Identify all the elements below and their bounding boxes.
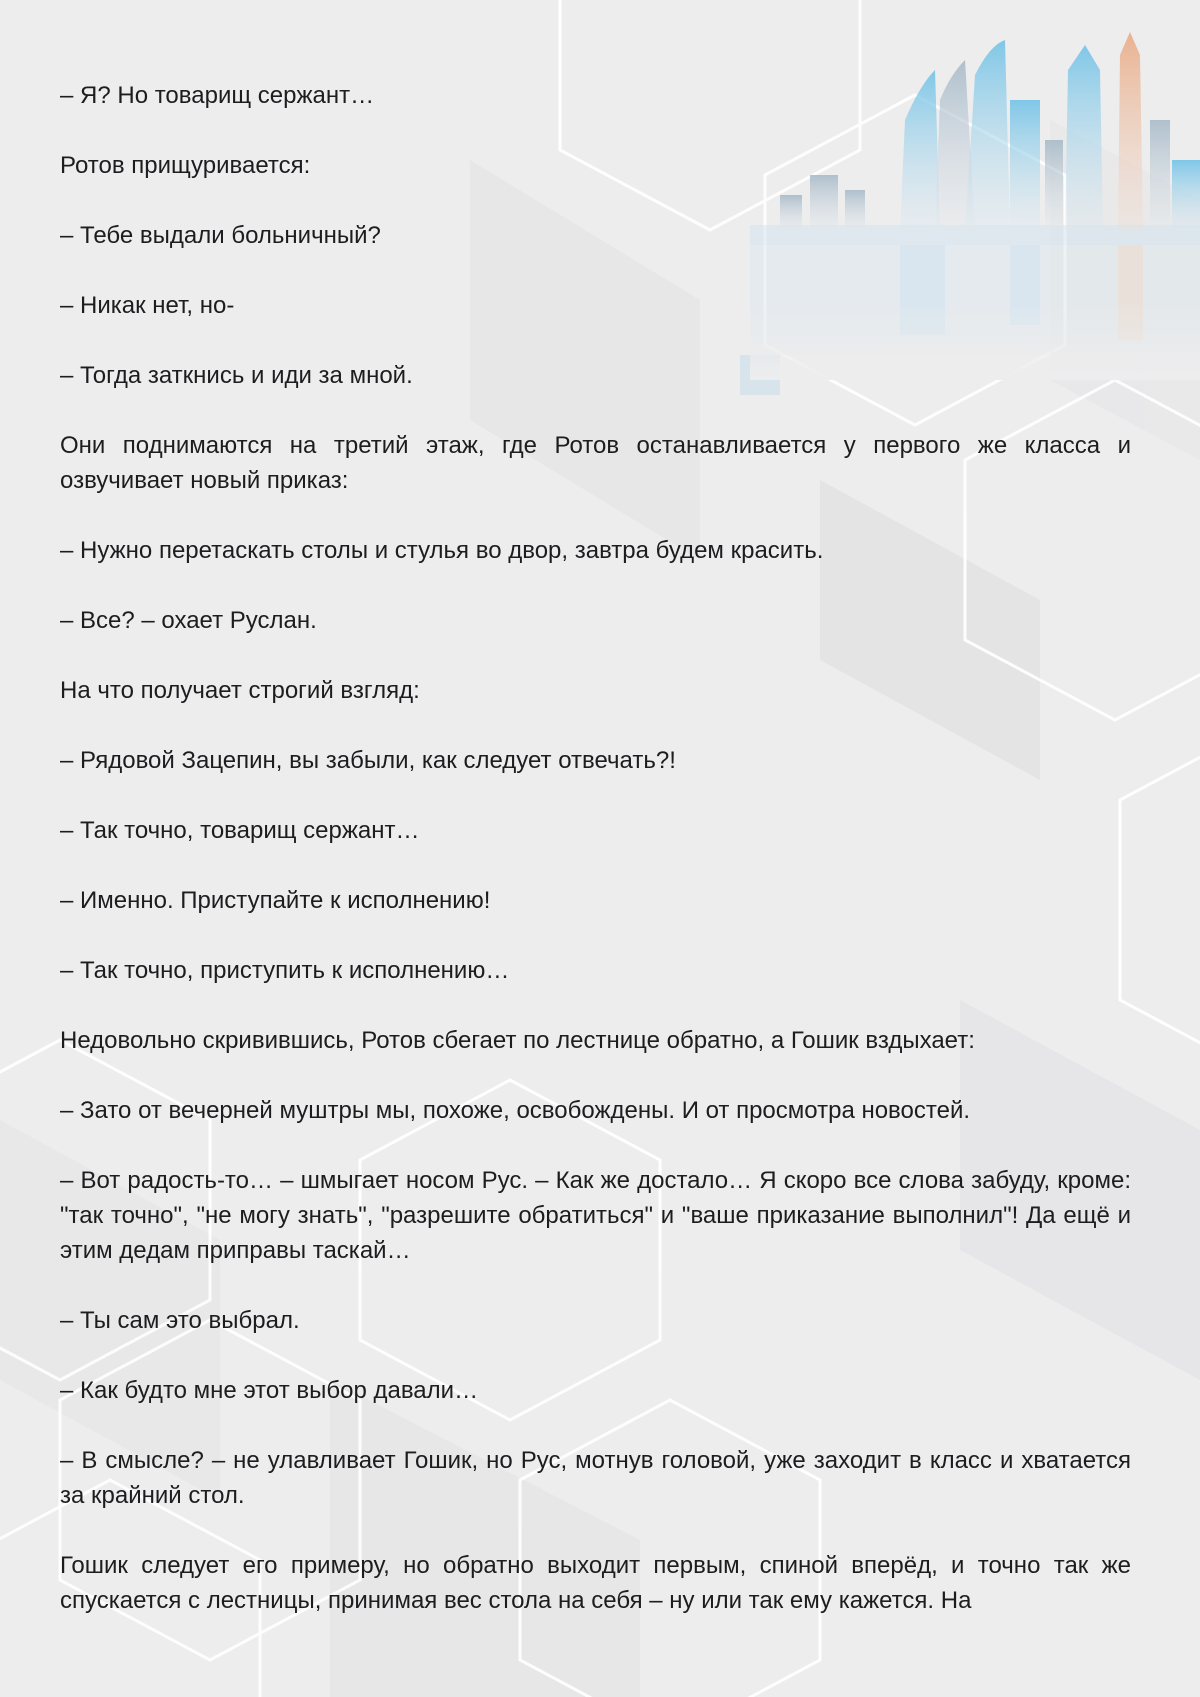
paragraph: – Как будто мне этот выбор давали… [60, 1377, 479, 1404]
paragraph: – Зато от вечерней муштры мы, похоже, освобождены. И от просмотра новостей. [60, 1097, 971, 1124]
paragraph: – Нужно перетаскать столы и стулья во двор, завтра будем красить. [60, 537, 824, 564]
paragraph: – Вот радость-то… – шмыгает носом Рус. – Как же достало… Я скоро все слова забуду, кроме: "так точно", "не могу знать", "разрешите обратиться" и "ваше приказание выполнил"! Да ещё и этим дедам приправы таскай… [60, 1167, 1131, 1264]
paragraph: Гошик следует его примеру, но обратно выходит первым, спиной вперёд, и точно так же спускается с лестницы, принимая вес стола на себя – ну или так ему кажется. На [60, 1552, 1131, 1614]
paragraph: – Тогда заткнись и иди за мной. [60, 362, 413, 389]
paragraph: – Так точно, товарищ сержант… [60, 817, 420, 844]
paragraph: На что получает строгий взгляд: [60, 677, 420, 704]
paragraph: – Я? Но товарищ сержант… [60, 82, 375, 109]
paragraph: Они поднимаются на третий этаж, где Ротов останавливается у первого же класса и озвучивает новый приказ: [60, 432, 1131, 494]
paragraph: – Рядовой Зацепин, вы забыли, как следует отвечать?! [60, 747, 676, 774]
paragraph: Ротов прищуривается: [60, 152, 311, 179]
document-page [60, 78, 1131, 1653]
paragraph: Недовольно скривившись, Ротов сбегает по лестнице обратно, а Гошик вздыхает: [60, 1027, 975, 1054]
paragraph: – Именно. Приступайте к исполнению! [60, 887, 491, 914]
paragraph: – Никак нет, но- [60, 292, 235, 319]
paragraph: – Тебе выдали больничный? [60, 222, 381, 249]
paragraph: – Все? – охает Руслан. [60, 607, 317, 634]
paragraph: – Так точно, приступить к исполнению… [60, 957, 510, 984]
paragraph: – Ты сам это выбрал. [60, 1307, 300, 1334]
paragraph: – В смысле? – не улавливает Гошик, но Рус, мотнув головой, уже заходит в класс и хватается за крайний стол. [60, 1447, 1131, 1509]
